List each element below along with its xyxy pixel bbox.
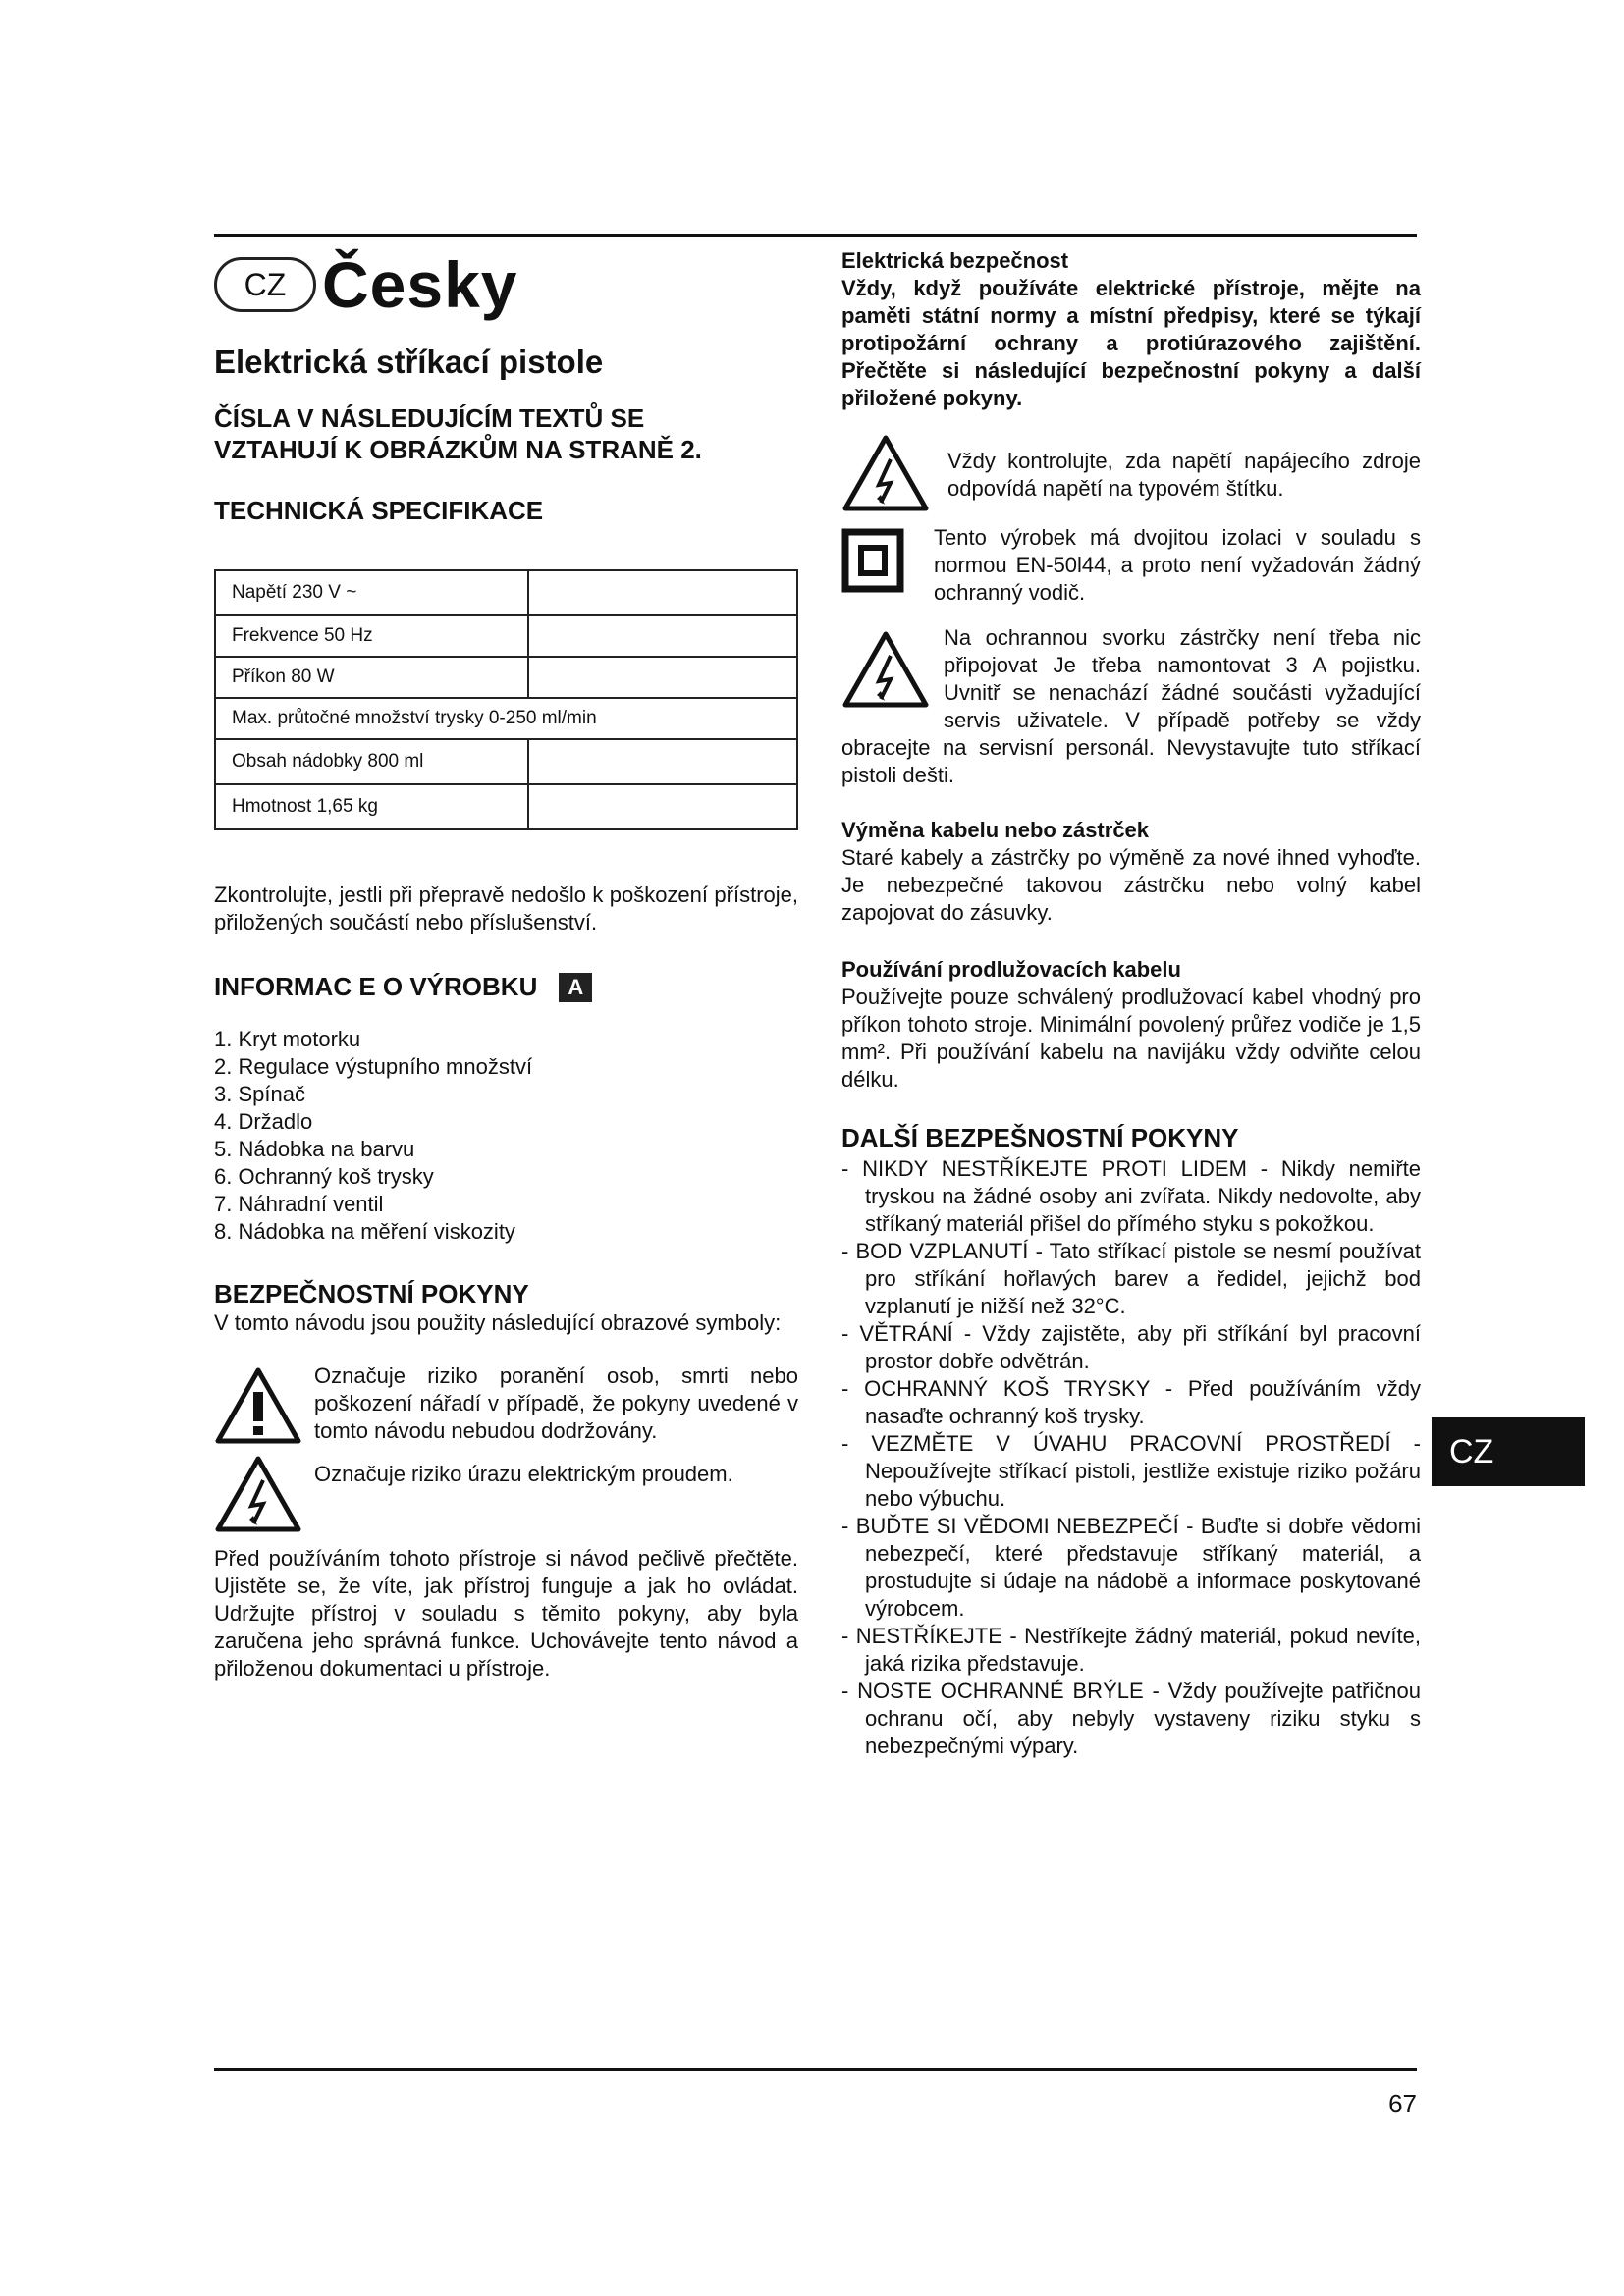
table-row: [215, 657, 797, 698]
additional-safety-heading: DALŠÍ BEZPEŠNOSTNÍ POKYNY: [841, 1123, 1239, 1152]
transport-check-text: Zkontrolujte, jestli při přepravě nedošlo k poškození přístroje, přiložených součástí nebo příslušenství.: [214, 882, 798, 934]
safety-heading: BEZPEČNOSTNÍ POKYNY: [214, 1279, 529, 1308]
voltage-row: [841, 434, 1421, 512]
list-item: 6. Ochranný koš trysky: [214, 1164, 434, 1189]
spec-cell: Obsah nádobky 800 ml: [215, 739, 528, 784]
spec-empty-cell: [528, 657, 797, 698]
figure-a-badge: A: [559, 973, 592, 1002]
product-info-heading: INFORMAC E O VÝROBKU A: [214, 972, 798, 1002]
list-item: - VĚTRÁNÍ - Vždy zajistěte, aby při stříkání byl pracovní prostor dobře odvětrán.: [841, 1321, 1421, 1373]
list-item: 5. Nádobka na barvu: [214, 1137, 415, 1161]
spec-empty-cell: [528, 784, 797, 829]
list-item: - NESTŘÍKEJTE - Nestříkejte žádný materiál, pokud nevíte, jaká rizika představuje.: [841, 1624, 1421, 1676]
extension-cable-heading: Používání prodlužovacích kabelu: [841, 957, 1181, 982]
spec-cell: Příkon 80 W: [215, 657, 528, 698]
bottom-rule: [214, 2068, 1417, 2071]
parts-list: [214, 1026, 798, 1246]
spec-cell: Max. průtočné množství trysky 0-250 ml/min: [215, 698, 797, 739]
spec-cell: Frekvence 50 Hz: [215, 615, 528, 657]
right-column: [841, 247, 1421, 1760]
usage-instructions-text: Před používáním tohoto přístroje si návod pečlivě přečtěte. Ujistěte se, že víte, jak přístroj funguje a jak ho ovládat. Udržujte přístroj v souladu s těmito pokyny, aby byla zaručena jeho správná funkce. Uchovávejte tento návod a přiloženou dokumentaci u přístroje.: [214, 1546, 798, 1681]
electric-symbol-text: Označuje riziko úrazu elektrickým proudem.: [314, 1462, 733, 1486]
list-item: - NIKDY NESTŘÍKEJTE PROTI LIDEM - Nikdy nemiřte tryskou na žádné osoby ani zvířata. Nikdy nedovolte, aby stříkaný materiál přišel do přímého styku s pokožkou.: [841, 1156, 1421, 1236]
list-item: 1. Kryt motorku: [214, 1027, 361, 1051]
spec-empty-cell: [528, 615, 797, 657]
table-row: [215, 570, 797, 615]
list-item: 7. Náhradní ventil: [214, 1192, 384, 1216]
spec-empty-cell: [528, 739, 797, 784]
list-item: - BOD VZPLANUTÍ - Tato stříkací pistole se nesmí používat pro stříkání hořlavých barev a ředidel, jejichž bod vzplanutí je nižší než 32°C.: [841, 1239, 1421, 1318]
double-insulation-text: Tento výrobek má dvojitou izolaci v souladu s normou EN-50l44, a proto není vyžadován žádný ochranný vodič.: [934, 525, 1421, 605]
left-column: [214, 243, 798, 1682]
electric-hazard-icon: [214, 1455, 302, 1533]
spec-cell: Hmotnost 1,65 kg: [215, 784, 528, 829]
safety-intro: V tomto návodu jsou použity následující obrazové symboly:: [214, 1310, 782, 1335]
warning-symbol-text: Označuje riziko poranění osob, smrti nebo poškození nářadí v případě, že pokyny uvedené v tomto návodu nebudou dodržovány.: [314, 1363, 798, 1443]
extension-cable-text: Používejte pouze schválený prodlužovací kabel vhodný pro příkon tohoto stroje. Minimální povolený průřez vodiče je 1,5 mm². Při používání kabelu na navijáku vždy odviňte celou délku.: [841, 985, 1421, 1092]
table-row: [215, 698, 797, 739]
spec-cell: Napětí 230 V ~: [215, 570, 528, 615]
list-item: - VEZMĚTE V ÚVAHU PRACOVNÍ PROSTŘEDÍ -Nepoužívejte stříkací pistoli, jestliže existuje riziko požáru nebo výbuchu.: [841, 1431, 1421, 1511]
electric-symbol-row: [214, 1455, 798, 1533]
electric-hazard-icon: [841, 630, 930, 709]
additional-safety-list: [841, 1155, 1421, 1760]
double-insulation-row: [841, 526, 1421, 607]
earth-terminal-block: [841, 624, 1421, 789]
language-title: Česky: [322, 248, 518, 321]
page-number: 67: [1388, 2089, 1417, 2118]
document-title: Elektrická stříkací pistole: [214, 344, 604, 380]
warning-symbol-row: [214, 1363, 798, 1445]
list-item: 3. Spínač: [214, 1082, 305, 1106]
language-side-tab: CZ: [1432, 1417, 1585, 1486]
table-row: [215, 739, 797, 784]
spec-empty-cell: [528, 570, 797, 615]
double-insulation-icon: [841, 526, 904, 595]
table-row: [215, 615, 797, 657]
table-row: [215, 784, 797, 829]
figure-reference-note: ČÍSLA V NÁSLEDUJÍCÍM TEXTŮ SE VZTAHUJÍ K OBRÁZKŮM NA STRANĚ 2.: [214, 403, 702, 464]
electric-hazard-icon: [841, 434, 930, 512]
list-item: 8. Nádobka na měření viskozity: [214, 1219, 515, 1244]
list-item: - NOSTE OCHRANNÉ BRÝLE - Vždy používejte patřičnou ochranu očí, aby nebyly vystaveny riziku styku s nebezpečnými výpary.: [841, 1679, 1421, 1758]
top-rule: [214, 234, 1417, 237]
cable-replacement-heading: Výměna kabelu nebo zástrček: [841, 818, 1150, 842]
list-item: - BUĎTE SI VĚDOMI NEBEZPEČÍ - Buďte si dobře vědomi nebezpečí, které představuje stříkaný materiál, a prostudujte si údaje na nádobě a informace poskytované výrobcem.: [841, 1514, 1421, 1621]
language-badge: CZ: [214, 257, 316, 312]
list-item: 4. Držadlo: [214, 1109, 313, 1134]
electrical-safety-heading: Elektrická bezpečnost: [841, 248, 1069, 273]
electrical-safety-intro: Vždy, když používáte elektrické přístroje, mějte na paměti státní normy a místní předpisy, které se týkají protipožární ochrany a protiúrazového zajištění. Přečtěte si následující bezpečnostní pokyny a další přiložené pokyny.: [841, 276, 1421, 410]
earth-terminal-text: Na ochrannou svorku zástrčky není třeba nic připojovat Je třeba namontovat 3 A pojistku. Uvnitř se nenachází žádné součásti vyžadující servis uživatele. V případě potřeby se vždy obracejte na servisní personál. Nevystavujte tuto stříkací pistoli dešti.: [841, 625, 1421, 787]
list-item: 2. Regulace výstupního množství: [214, 1054, 533, 1079]
voltage-check-text: Vždy kontrolujte, zda napětí napájecího zdroje odpovídá napětí na typovém štítku.: [947, 449, 1421, 501]
list-item: - OCHRANNÝ KOŠ TRYSKY - Před používáním vždy nasaďte ochranný koš trysky.: [841, 1376, 1421, 1428]
spec-table: [214, 569, 798, 830]
warning-triangle-icon: [214, 1366, 302, 1445]
spec-heading: TECHNICKÁ SPECIFIKACE: [214, 496, 544, 525]
cable-replacement-text: Staré kabely a zástrčky po výměně za nové ihned vyhoďte. Je nebezpečné takovou zástrčku nebo volný kabel zapojovat do zásuvky.: [841, 845, 1421, 925]
language-header: [214, 243, 798, 326]
